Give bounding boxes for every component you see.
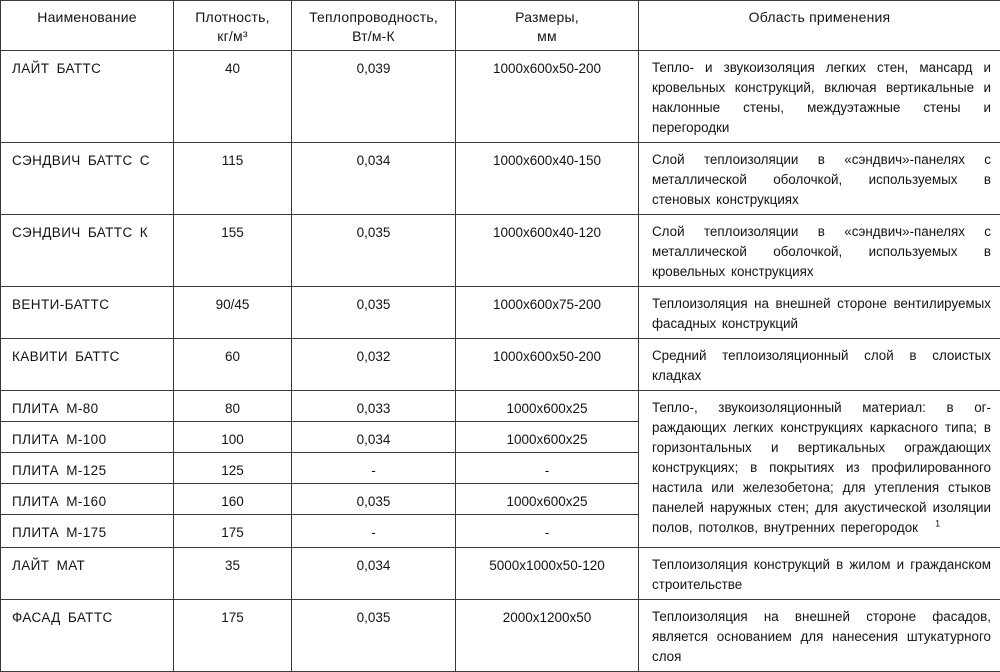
column-header-dimensions <box>456 1 639 51</box>
material-application: Слой теплоизоляции в «сэндвич»-панелях с металлической оболочкой, используемых в кровельных конструкциях <box>639 215 1000 287</box>
table-header-row <box>1 1 1000 51</box>
material-density: 60 <box>174 339 292 391</box>
material-density: 175 <box>174 515 292 548</box>
material-conductivity: 0,035 <box>292 484 456 515</box>
table-row-fasad-batts <box>1 600 1000 672</box>
material-conductivity: - <box>292 453 456 484</box>
material-density: 35 <box>174 548 292 600</box>
material-dimensions: 1000х600х40-150 <box>456 143 639 215</box>
material-name: ЛАЙТ БАТТС <box>1 51 174 143</box>
material-conductivity: 0,033 <box>292 391 456 422</box>
footnote-mark: 1 <box>935 519 940 529</box>
material-dimensions: 1000х600х40-120 <box>456 215 639 287</box>
material-conductivity: 0,032 <box>292 339 456 391</box>
material-conductivity: 0,034 <box>292 143 456 215</box>
column-header-conductivity-label: Теплопроводность, <box>309 9 438 25</box>
material-density: 40 <box>174 51 292 143</box>
material-name: СЭНДВИЧ БАТТС К <box>1 215 174 287</box>
material-dimensions: 1000х600х50-200 <box>456 339 639 391</box>
table-row-sandwich-batts-s <box>1 143 1000 215</box>
material-application: Теплоизоляция на внешней стороне фасадов, является основанием для нанесения штукатурного слоя <box>639 600 1000 672</box>
material-dimensions: 1000х600х25 <box>456 484 639 515</box>
table-row-sandwich-batts-k <box>1 215 1000 287</box>
material-name: ФАСАД БАТТС <box>1 600 174 672</box>
material-density: 115 <box>174 143 292 215</box>
table-row-kaviti-batts <box>1 339 1000 391</box>
material-name: ПЛИТА М-160 <box>1 484 174 515</box>
column-header-name <box>1 1 174 51</box>
material-conductivity: 0,035 <box>292 600 456 672</box>
material-dimensions: - <box>456 515 639 548</box>
material-conductivity: 0,035 <box>292 287 456 339</box>
material-density: 100 <box>174 422 292 453</box>
material-density: 125 <box>174 453 292 484</box>
material-name: ВЕНТИ-БАТТС <box>1 287 174 339</box>
material-name: ЛАЙТ МАТ <box>1 548 174 600</box>
column-header-application <box>639 1 1000 51</box>
material-conductivity: - <box>292 515 456 548</box>
merged-application-text: Тепло-, звукоизоляционный материал: в ограждающих легких конструкциях каркасного типа; в горизонтальных и вертикальных ограждающих конструкциях; в покрытиях из профилированного настила или железобетона; для утепления стыков панелей наружных стен; для акустической изоляции полов, потолков, внутренних перегородок <box>652 400 991 535</box>
material-dimensions: - <box>456 453 639 484</box>
material-dimensions: 2000х1200х50 <box>456 600 639 672</box>
column-header-dimensions-unit: мм <box>460 27 634 46</box>
table-row-lajt-mat <box>1 548 1000 600</box>
material-application: Теплоизоляция конструкций в жилом и гражданском строительстве <box>639 548 1000 600</box>
material-name: СЭНДВИЧ БАТТС С <box>1 143 174 215</box>
material-dimensions: 1000х600х25 <box>456 391 639 422</box>
material-dimensions: 1000х600х25 <box>456 422 639 453</box>
column-header-conductivity <box>292 1 456 51</box>
table-row-plita-m80 <box>1 391 1000 422</box>
material-dimensions: 1000х600х50-200 <box>456 51 639 143</box>
column-header-name-label: Наименование <box>37 9 136 25</box>
material-name: ПЛИТА М-175 <box>1 515 174 548</box>
material-application: Слой теплоизоляции в «сэндвич»-панелях с металлической оболочкой, используемых в стеновых конструкциях <box>639 143 1000 215</box>
material-dimensions: 1000х600х75-200 <box>456 287 639 339</box>
material-density: 175 <box>174 600 292 672</box>
material-density: 90/45 <box>174 287 292 339</box>
material-conductivity: 0,035 <box>292 215 456 287</box>
table-row-venti-batts <box>1 287 1000 339</box>
material-conductivity: 0,039 <box>292 51 456 143</box>
material-name: ПЛИТА М-125 <box>1 453 174 484</box>
column-header-density-label: Плотность, <box>195 9 269 25</box>
material-application: Теплоизоляция на внешней стороне вентилируемых фасадных конструкций <box>639 287 1000 339</box>
material-name: ПЛИТА М-80 <box>1 391 174 422</box>
column-header-density <box>174 1 292 51</box>
column-header-application-label: Область применения <box>749 9 891 25</box>
material-conductivity: 0,034 <box>292 422 456 453</box>
material-density: 160 <box>174 484 292 515</box>
column-header-density-unit: кг/м³ <box>178 27 287 46</box>
material-application-merged <box>639 391 1000 548</box>
column-header-dimensions-label: Размеры, <box>515 9 579 25</box>
material-application: Тепло- и звукоизоляция легких стен, мансард и кровельных конструкций, включая вертикальные и наклонные стены, междуэтажные стены и перегородки <box>639 51 1000 143</box>
material-name: ПЛИТА М-100 <box>1 422 174 453</box>
material-density: 155 <box>174 215 292 287</box>
material-application: Средний теплоизоляционный слой в слоистых кладках <box>639 339 1000 391</box>
material-conductivity: 0,034 <box>292 548 456 600</box>
column-header-conductivity-unit: Вт/м-К <box>296 27 451 46</box>
material-name: КАВИТИ БАТТС <box>1 339 174 391</box>
table-row-lajt-batts <box>1 51 1000 143</box>
material-density: 80 <box>174 391 292 422</box>
material-dimensions: 5000х1000х50-120 <box>456 548 639 600</box>
